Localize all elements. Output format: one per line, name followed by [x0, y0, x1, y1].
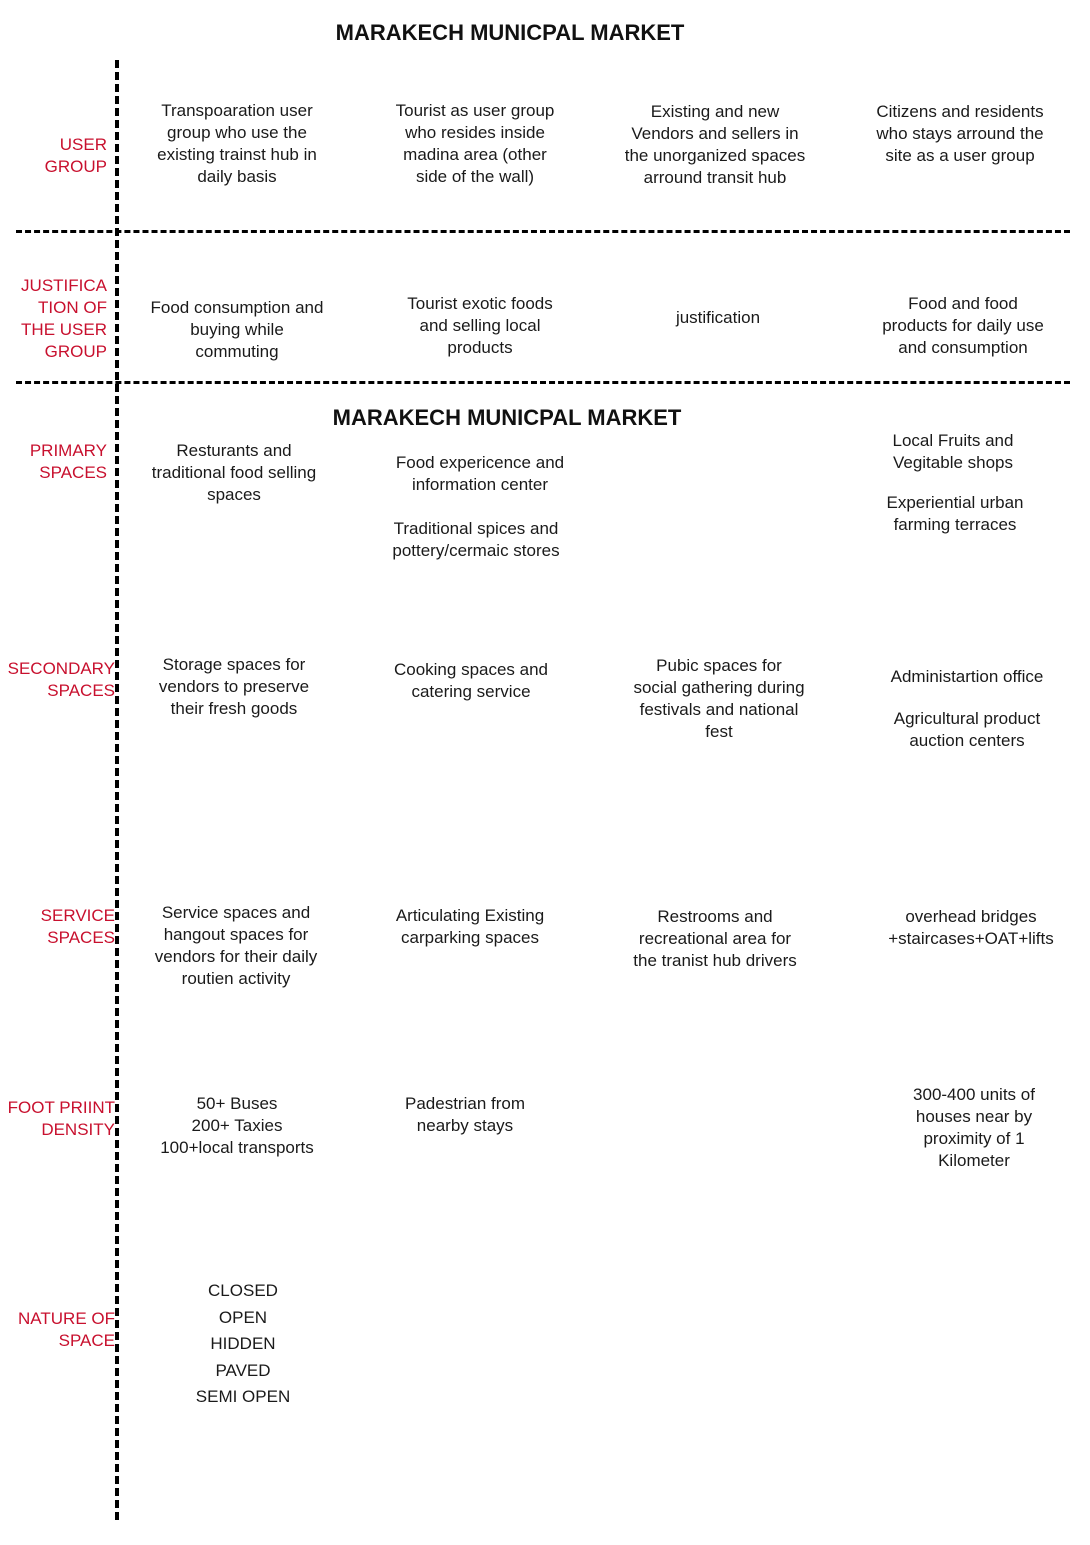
row-label-secondary-spaces: SECONDARY SPACES — [7, 659, 115, 700]
service-spaces-cell: Articulating Existing carparking spaces — [395, 906, 545, 947]
service-spaces-cell: Restrooms and recreational area for the tranist hub drivers — [633, 907, 797, 970]
justification-cell: Tourist exotic foods and selling local products — [407, 294, 553, 357]
secondary-spaces-cell: Administartion office — [890, 667, 1044, 686]
user-group-cell: Tourist as user group who resides inside madina area (other side of the wall) — [395, 101, 555, 186]
nature-item: PAVED — [215, 1360, 271, 1380]
footprint-density-cell: 50+ Buses 200+ Taxies 100+local transports — [160, 1094, 314, 1157]
nature-item: HIDDEN — [210, 1334, 276, 1353]
secondary-spaces-cell: Pubic spaces for social gathering during festivals and national fest — [633, 656, 805, 741]
service-spaces-cell: Service spaces and hangout spaces for vendors for their daily routien activity — [154, 903, 318, 988]
footprint-density-cell: 300-400 units of houses near by proximity of 1 Kilometer — [913, 1085, 1035, 1170]
row-label-nature-of-space: NATURE OF SPACE — [18, 1309, 115, 1350]
nature-item: CLOSED — [208, 1281, 278, 1300]
primary-spaces-cell: Experiential urban farming terraces — [886, 493, 1024, 534]
service-spaces-cell: overhead bridges +staircases+OAT+lifts — [888, 907, 1054, 948]
secondary-spaces-cell: Cooking spaces and catering service — [393, 660, 549, 701]
row-label-footprint-density: FOOT PRIINT DENSITY — [7, 1098, 115, 1139]
primary-spaces-cell: Local Fruits and Vegitable shops — [892, 431, 1014, 472]
justification-cell: Food consumption and buying while commuting — [150, 298, 324, 361]
row-label-justification: JUSTIFICA TION OF THE USER GROUP — [21, 276, 107, 361]
horizontal-divider — [16, 230, 1070, 233]
primary-spaces-cell: Traditional spices and pottery/cermaic stores — [392, 519, 560, 560]
footprint-density-cell: Padestrian from nearby stays — [405, 1094, 525, 1135]
primary-spaces-cell: Resturants and traditional food selling spaces — [151, 441, 317, 504]
section-title: MARAKECH MUNICPAL MARKET — [332, 405, 682, 430]
nature-item: OPEN — [218, 1307, 268, 1327]
user-group-cell: Transpoaration user group who use the existing trainst hub in daily basis — [157, 101, 317, 186]
horizontal-divider — [16, 381, 1070, 384]
nature-of-space-list — [143, 1278, 343, 1411]
vertical-divider — [115, 60, 119, 1520]
row-label-user-group: USER GROUP — [44, 135, 107, 176]
secondary-spaces-cell: Agricultural product auction centers — [893, 709, 1041, 750]
justification-cell: Food and food products for daily use and consumption — [882, 294, 1044, 357]
user-group-cell: Existing and new Vendors and sellers in the unorganized spaces arround transit hub — [624, 102, 806, 187]
row-label-service-spaces: SERVICE SPACES — [40, 906, 115, 947]
justification-cell: justification — [675, 308, 761, 327]
user-group-cell: Citizens and residents who stays arround the site as a user group — [876, 102, 1044, 165]
page-title: MARAKECH MUNICPAL MARKET — [335, 20, 685, 45]
nature-item: SEMI OPEN — [195, 1387, 291, 1406]
row-label-primary-spaces: PRIMARY SPACES — [29, 441, 107, 482]
primary-spaces-cell: Food expericence and information center — [395, 453, 565, 494]
secondary-spaces-cell: Storage spaces for vendors to preserve their fresh goods — [158, 655, 310, 718]
